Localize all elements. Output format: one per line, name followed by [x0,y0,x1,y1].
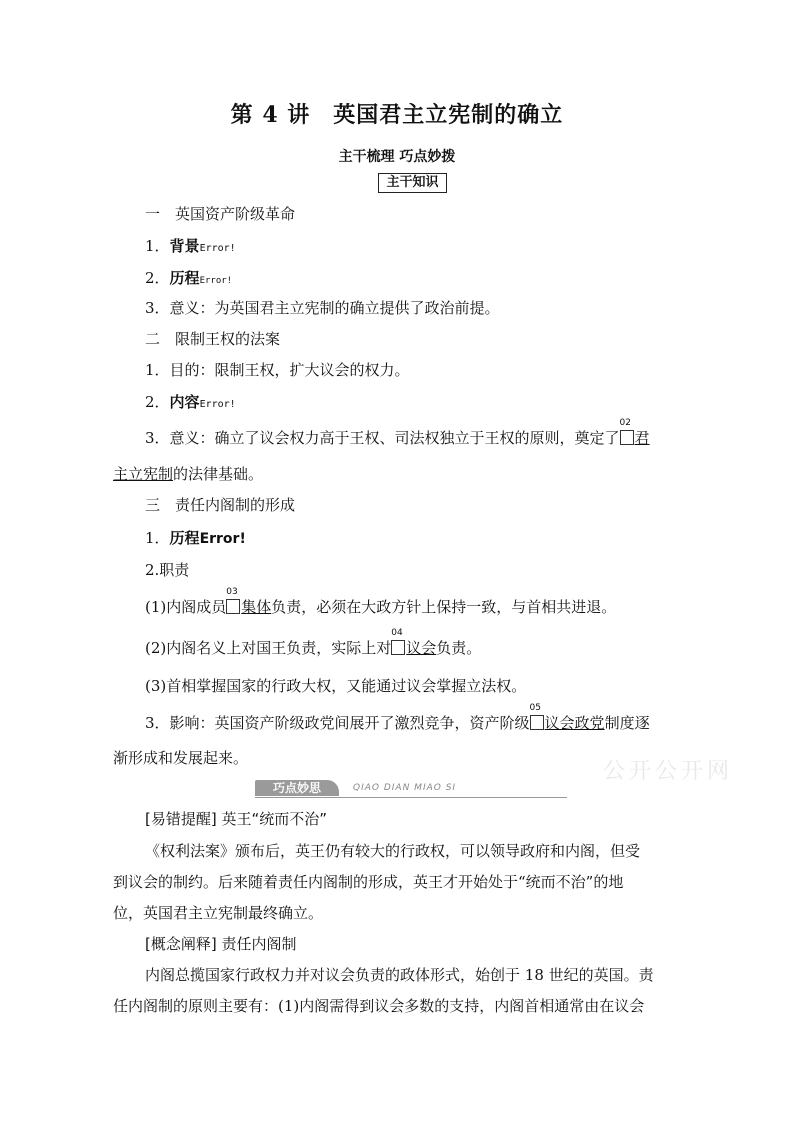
part2-item2 [145,392,236,415]
part2-item3 [145,418,650,448]
answer-text: 君 [634,429,650,447]
item-text: (2)内阁名义上对国王负责，实际上对 [145,639,392,657]
error-marker: Error! [199,276,233,286]
tip-heading: [易错提醒] 英王“统而不治” [145,810,328,828]
answer-text: 主立宪制 [113,465,174,483]
item-text: 的法律基础。 [173,465,264,483]
item-number: 1． [145,237,170,255]
part1-item1 [145,236,236,259]
part3-heading: 三 责任内阁制的形成 [145,496,296,514]
item-text: 负责，必须在大政方针上保持一致，与首相共进退。 [271,598,617,616]
item-number: 2． [145,269,170,287]
part2-heading: 二 限制王权的法案 [145,330,281,348]
concept-line: 任内阁制的原则主要有：(1)内阁需得到议会多数的支持，内阁首相通常由在议会 [113,997,645,1015]
item-label: 内容 [169,393,200,411]
tip-line: 位，英国君主立宪制最终确立。 [113,904,324,922]
tip-line: 到议会的制约。后来随着责任内阁制的形成，英王才开始处于“统而不治”的地 [113,873,624,891]
tip-line: 《权利法案》颁布后，英王仍有较大的行政权，可以领导政府和内阁，但受 [145,842,641,860]
item-text: 制度逐 [604,714,650,732]
part1-heading: 一 英国资产阶级革命 [145,205,296,223]
part2-item3-cont [113,464,263,484]
answer-text: 集体 [241,598,272,616]
item-number: 1． [145,529,170,547]
answer-text: 议会 [406,639,437,657]
answer-box-icon [391,628,405,655]
answer-text: 议会政党 [544,714,605,732]
item-text: 3．影响：英国资产阶级政党间展开了激烈竞争，资产阶级 [145,714,530,732]
section-box-label: 主干知识 [378,173,447,193]
item-number: 2． [145,393,170,411]
part1-item2 [145,268,232,291]
item-text: 3．意义：确立了议会权力高于王权、司法权独立于王权的原则，奠定了 [145,429,620,447]
answer-number: 05 [529,703,541,713]
answer-box-icon [226,587,240,614]
tips-banner-pinyin: QIAO DIAN MIAO SI [353,783,457,793]
part3-sub2 [145,628,482,658]
part3-item2: 2.职责 [145,561,190,579]
tips-banner-label: 巧点妙思 [255,780,339,796]
item-text: 负责。 [436,639,482,657]
part3-item3 [145,703,650,733]
part1-item3: 3．意义：为英国君主立宪制的确立提供了政治前提。 [145,299,500,317]
item-label: 历程 [169,529,200,547]
concept-heading: [概念阐释] 责任内阁制 [145,935,297,953]
answer-number: 04 [391,628,403,638]
answer-box-icon [529,703,544,730]
part2-item1: 1．目的：限制王权，扩大议会的权力。 [145,361,410,379]
item-text: (1)内阁成员 [145,598,227,616]
error-marker: Error! [199,399,236,410]
watermark: 公开公开网 [603,759,734,784]
part3-item3-cont: 渐形成和发展起来。 [113,749,249,767]
section-subtitle: 主干梳理 巧点妙拨 [338,149,456,165]
error-marker: Error! [199,243,236,254]
item-label: 背景 [169,237,200,255]
page-title: 第 4 讲 英国君主立宪制的确立 [230,102,564,128]
tips-banner [255,780,567,798]
concept-line: 内阁总揽国家行政权力并对议会负责的政体形式，始创于 18 世纪的英国。责 [145,966,654,984]
part3-sub1 [145,587,617,617]
answer-box-icon [619,418,634,445]
error-marker: Error! [199,531,246,547]
part3-item1 [145,528,246,549]
answer-number: 03 [226,587,238,597]
answer-number: 02 [619,418,631,428]
part3-sub3: (3)首相掌握国家的行政大权，又能通过议会掌握立法权。 [145,677,527,695]
item-label: 历程 [169,269,200,287]
